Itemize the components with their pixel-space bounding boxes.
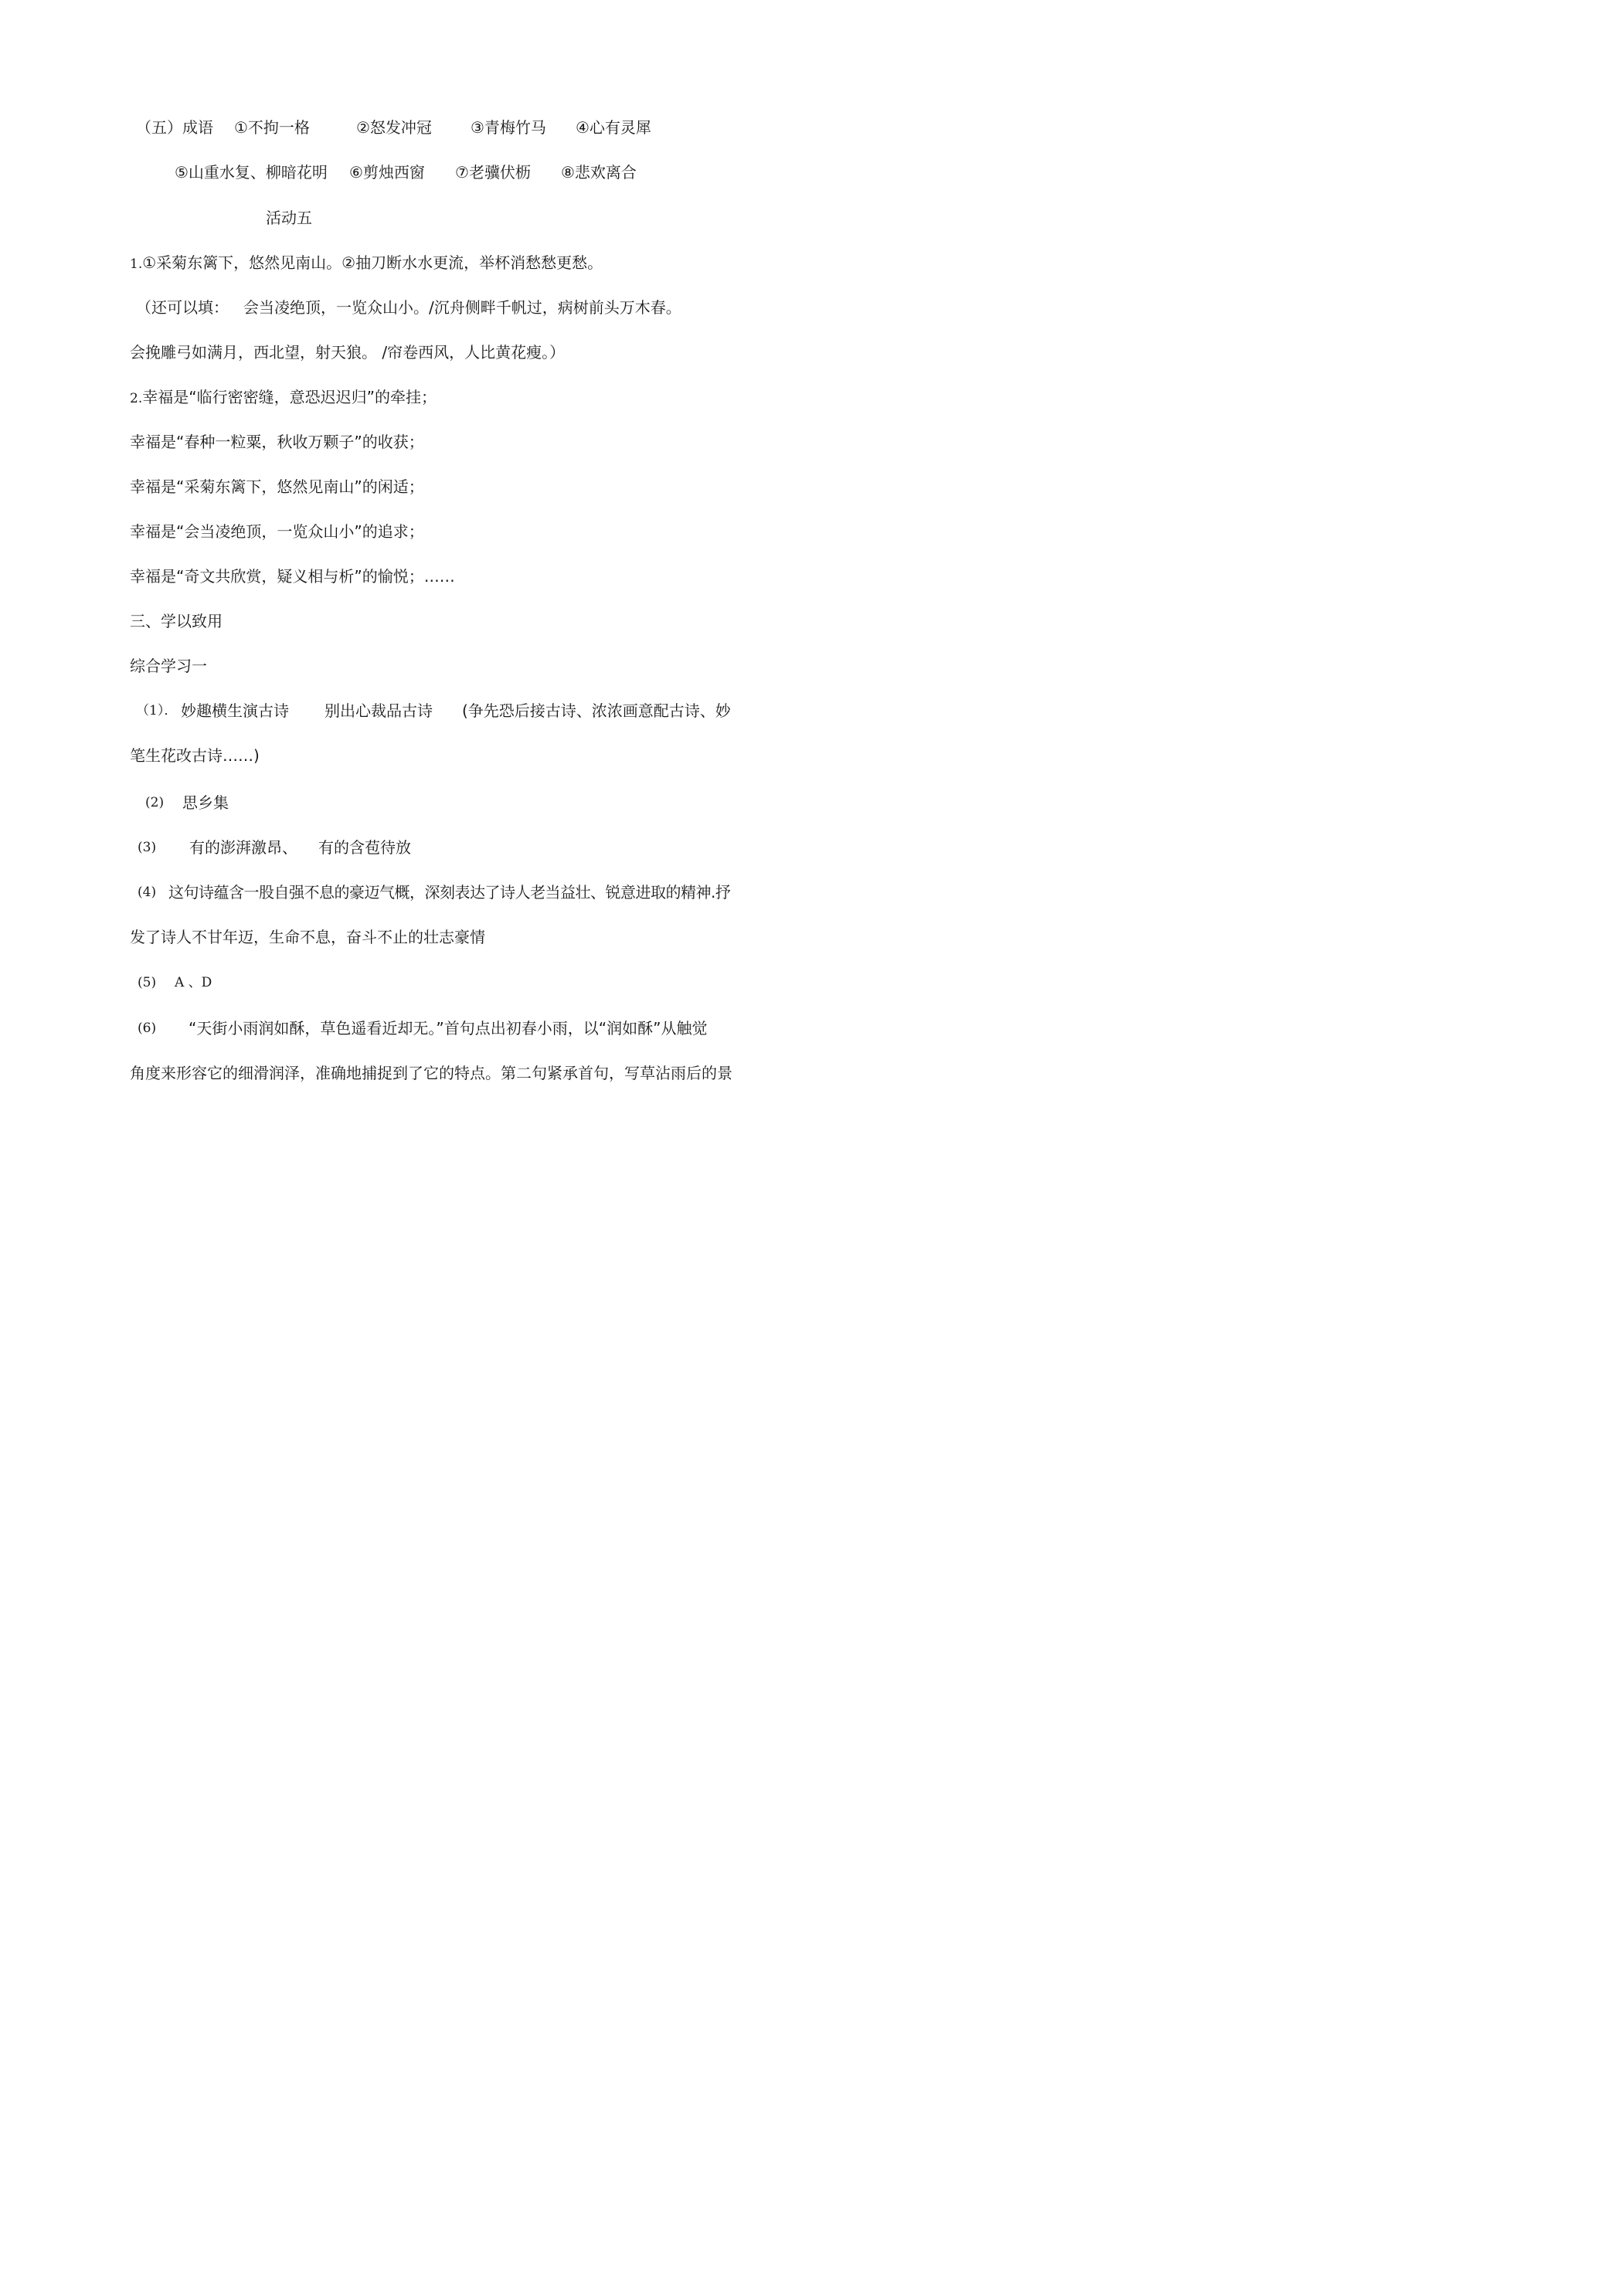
item-6-text: “天街小雨润如酥，草色遥看近却无。”首句点出初春小雨，以“润如酥”从触觉	[189, 1019, 708, 1038]
q1-alt-line2: 会挽雕弓如满月，西北望，射天狼。 /帘卷西风，人比黄花瘦。）	[130, 343, 566, 362]
section-subheading: 综合学习一	[130, 657, 207, 675]
q1-line	[130, 251, 603, 274]
section-heading: 三、学以致用	[130, 612, 223, 630]
item-6-number: (6)	[138, 1021, 157, 1036]
q1-number: 1.	[130, 256, 143, 272]
item-6-continuation: 角度来形容它的细滑润泽，准确地捕捉到了它的特点。第二句紧承首句，写草沾雨后的景	[130, 1064, 732, 1082]
idiom-item: ①不拘一格	[234, 118, 310, 137]
item-1-number: （1）．	[136, 703, 178, 718]
idiom-item: ②怒发冲冠	[356, 118, 432, 137]
q2-line: 幸福是“奇文共欣赏，疑义相与析”的愉悦；……	[130, 567, 455, 586]
idiom-item: ⑦老骥伏枥	[455, 163, 531, 182]
q1-text: ①采菊东篱下，悠然见南山。②抽刀断水水更流，举杯消愁愁更愁。	[142, 253, 603, 272]
idiom-item: ⑤山重水复、柳暗花明	[175, 163, 328, 182]
item-4-text: 这句诗蕴含一股自强不息的豪迈气概，深刻表达了诗人老当益壮、锐意进取的精神.抒	[168, 883, 731, 902]
item-4-number: (4)	[138, 885, 157, 900]
item-2-number: (2)	[145, 795, 165, 810]
item-1-continuation: 笔生花改古诗……)	[130, 746, 260, 765]
idioms-label: （五）成语	[136, 118, 213, 137]
q2-line: 幸福是“会当凌绝顶，一览众山小”的追求；	[130, 522, 424, 541]
item-2-text: 思乡集	[182, 793, 229, 812]
idiom-item: ③青梅竹马	[471, 118, 546, 137]
q2-text: 幸福是“临行密密缝，意恐迟迟归”的牵挂；	[142, 388, 437, 406]
item-5-text: A 、D	[175, 975, 212, 990]
idiom-item: ⑥剪烛西窗	[349, 163, 425, 182]
q2-line-1	[130, 385, 437, 409]
q2-line: 幸福是“采菊东篱下，悠然见南山”的闲适；	[130, 477, 424, 496]
item-1-c: (争先恐后接古诗、浓浓画意配古诗、妙	[462, 701, 731, 720]
q2-line: 幸福是“春种一粒粟，秋收万颗子”的收获；	[130, 433, 424, 451]
q1-alt-prefix: （还可以填：	[136, 298, 229, 317]
q1-alt-line1: 会当凌绝顶，一览众山小。/沉舟侧畔千帆过，病树前头万木春。	[243, 298, 681, 317]
item-4-continuation: 发了诗人不甘年迈，生命不息，奋斗不止的壮志豪情	[130, 928, 485, 946]
idiom-item: ⑧悲欢离合	[561, 163, 637, 182]
item-3-a: 有的澎湃激昂、	[189, 838, 297, 857]
q2-number: 2.	[130, 391, 143, 406]
item-5-number: (5)	[138, 975, 157, 990]
item-1-b: 别出心裁品古诗	[325, 701, 433, 720]
activity-title: 活动五	[266, 209, 312, 227]
idiom-item: ④心有灵犀	[576, 118, 651, 137]
item-3-b: 有的含苞待放	[318, 838, 411, 857]
item-1-a: 妙趣横生演古诗	[181, 701, 289, 720]
item-3-number: (3)	[138, 840, 157, 855]
